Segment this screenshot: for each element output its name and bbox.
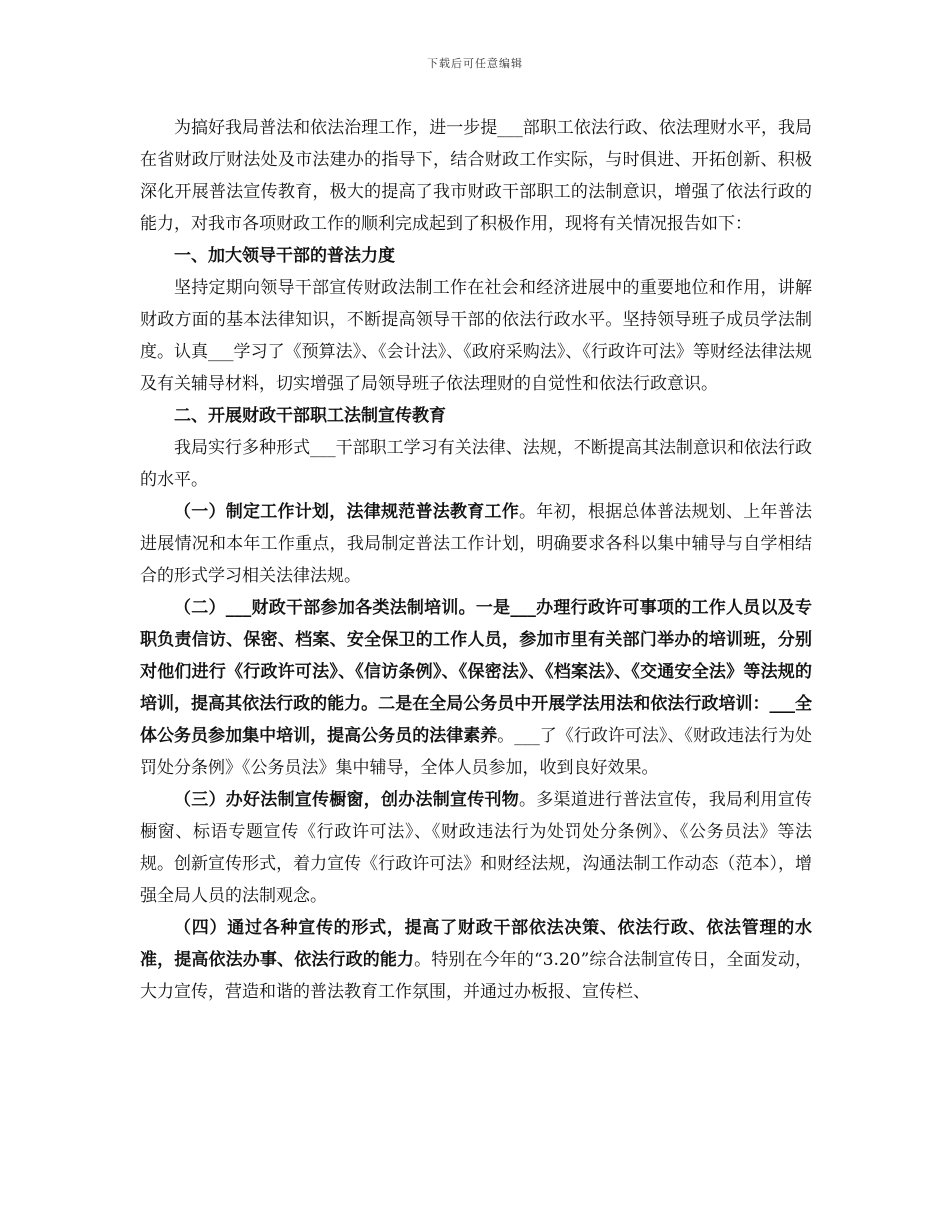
document-body [140, 112, 812, 1008]
item-2-title: （二）___财政干部参加各类法制培训。一是___办理行政许可事项的工作人员以及专职负责信访、保密、档案、安全保卫的工作人员，参加市里有关部门举办的培训班，分别对他们进行《行政许可法》、《信访条例》、《保密法》、《档案法》、《交通安全法》等法规的培训，提高其依法行政的能力。二是在全局公务员中开展学法用法和依法行政培训：___全体公务员参加集中培训，提高公务员的法律素养 [140, 598, 812, 746]
section-2-intro-paragraph: 我局实行多种形式___干部职工学习有关法律、法规，不断提高其法制意识和依法行政的水平。 [140, 438, 812, 490]
item-1-paragraph [140, 496, 812, 592]
item-3-text: 。多渠道进行普法宣传，我局利用宣传橱窗、标语专题宣传《行政许可法》、《财政违法行为处罚处分条例》、《公务员法》等法规。创新宣传形式，着力宣传《行政许可法》和财经法规，沟通法制工作动态（范本），增强全局人员的法制观念。 [140, 790, 812, 906]
item-4-text: 。特别在今年的“3.20”综合法制宣传日，全面发动，大力宣传，营造和谐的普法教育工作氛围，并通过办板报、宣传栏、 [140, 950, 813, 1002]
item-1-text: 。年初，根据总体普法规划、上年普法进展情况和本年工作重点，我局制定普法工作计划，明确要求各科以集中辅导与自学相结合的形式学习相关法律法规。 [140, 502, 812, 586]
item-1-title: （一）制定工作计划，法律规范普法教育工作 [174, 502, 519, 522]
item-2-paragraph [140, 592, 812, 784]
item-3-paragraph [140, 784, 812, 912]
section-heading-2: 二、开展财政干部职工法制宣传教育 [174, 406, 446, 426]
intro-paragraph: 为搞好我局普法和依法治理工作，进一步提___部职工依法行政、依法理财水平，我局在省财政厅财法处及市法建办的指导下，结合财政工作实际，与时俱进、开拓创新、积极深化开展普法宣传教育，极大的提高了我市财政干部职工的法制意识，增强了依法行政的能力，对我市各项财政工作的顺利完成起到了积极作用，现将有关情况报告如下： [140, 118, 812, 234]
section-1-paragraph: 坚持定期向领导干部宣传财政法制工作在社会和经济进展中的重要地位和作用，讲解财政方面的基本法律知识，不断提高领导干部的依法行政水平。坚持领导班子成员学法制度。认真___学习了《预算法》、《会计法》、《政府采购法》、《行政许可法》等财经法律法规及有关辅导材料，切实增强了局领导班子依法理财的自觉性和依法行政意识。 [140, 278, 812, 394]
item-4-title: （四）通过各种宣传的形式，提高了财政干部依法决策、依法行政、依法管理的水准，提高依法办事、依法行政的能力 [140, 918, 812, 970]
item-3-title: （三）办好法制宣传橱窗，创办法制宣传刊物 [174, 790, 519, 810]
header-note: 下载后可任意编辑 [427, 57, 523, 70]
section-heading-1: 一、加大领导干部的普法力度 [174, 246, 395, 266]
item-2-text: 。___了《行政许可法》、《财政违法行为处罚处分条例》《公务员法》集中辅导，全体人员参加，收到良好效果。 [140, 726, 813, 778]
item-4-paragraph [140, 912, 812, 1008]
